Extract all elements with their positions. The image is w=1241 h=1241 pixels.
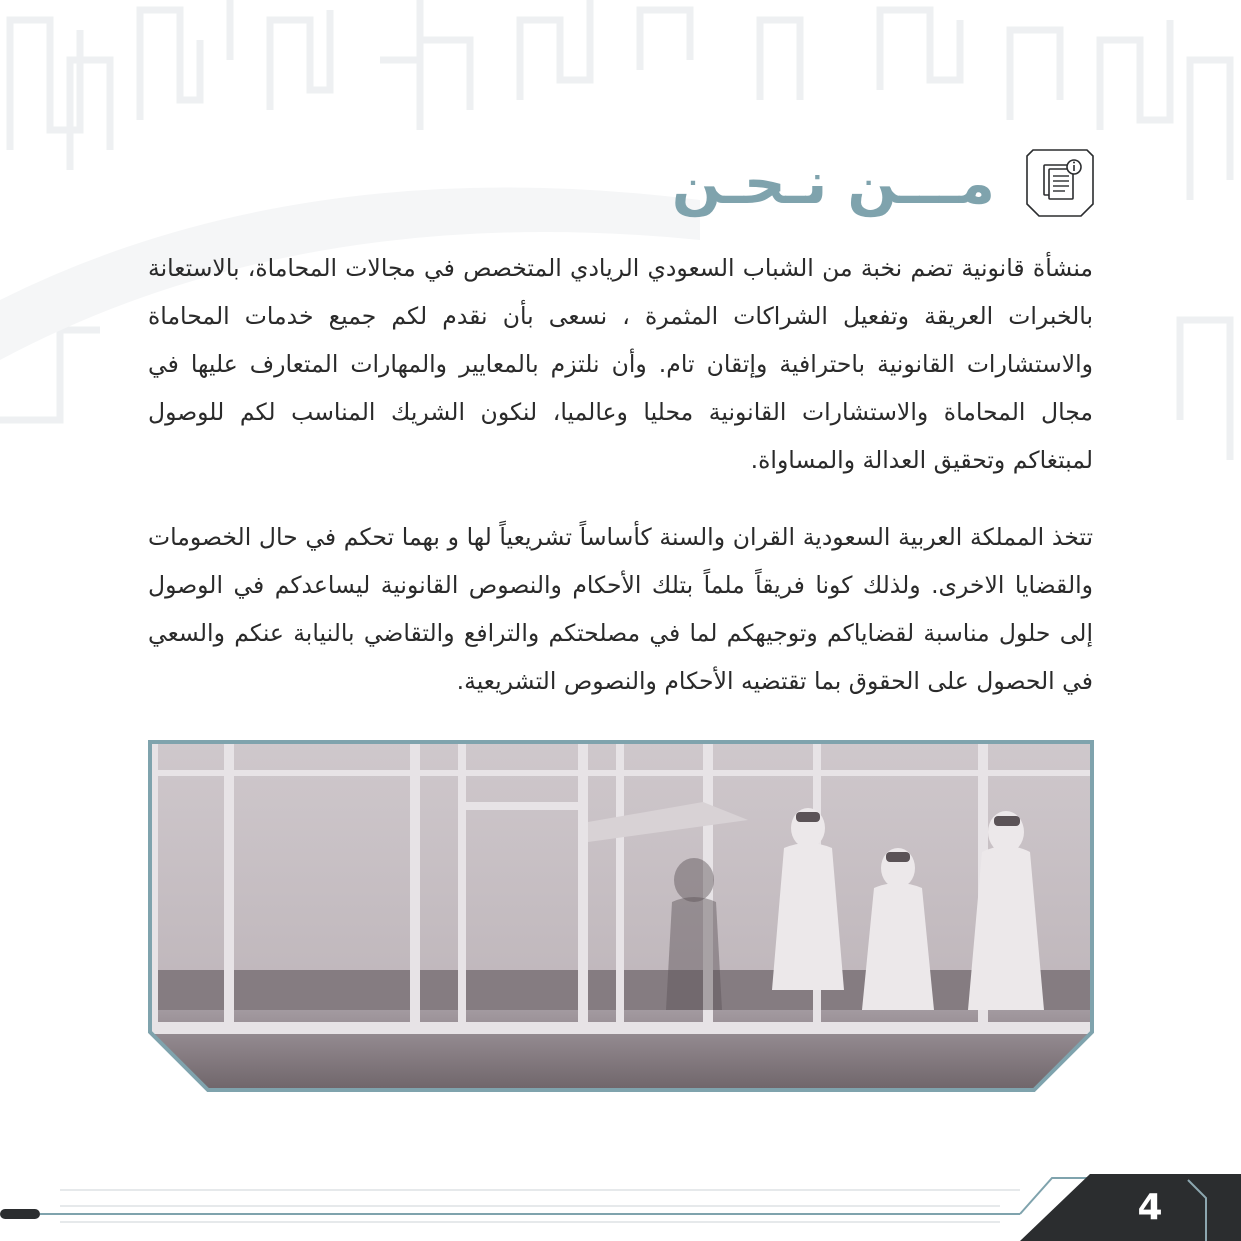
page-title: مـــن نـحـن xyxy=(671,148,995,217)
document-info-icon xyxy=(1025,148,1095,218)
office-meeting-photo xyxy=(148,740,1094,1092)
about-paragraph-2: تتخذ المملكة العربية السعودية القران والسنة كأساساً تشريعياً لها و بهما تحكم في حال الخصومات والقضايا الاخرى. ولذلك كونا فريقاً ملماً بتلك الأحكام والنصوص القانونية ليساعدكم في الوصول إلى حلول مناسبة لقضاياكم وتوجيهكم لما في مصلحتكم والترافع والتقاضي بالنيابة عنكم والسعي في الحصول على الحقوق بما تقتضيه الأحكام والنصوص التشريعية. xyxy=(148,523,1093,695)
page-header xyxy=(671,145,1095,220)
about-paragraph-1: منشأة قانونية تضم نخبة من الشباب السعودي الريادي المتخصص في مجالات المحاماة، بالاستعانة بالخبرات العريقة وتفعيل الشراكات المثمرة ، نسعى بأن نقدم لكم جميع خدمات المحاماة والاستشارات القانونية باحترافية وإتقان تام. وأن نلتزم بالمعايير والمهارات المتعارف عليها في مجال المحاماة والاستشارات القانونية محليا وعالميا، لنكون الشريك المناسب لكم للوصول لمبتغاكم وتحقيق العدالة والمساواة. xyxy=(148,254,1093,474)
footer-band xyxy=(0,1170,1241,1241)
page-number: 4 xyxy=(1137,1187,1163,1228)
